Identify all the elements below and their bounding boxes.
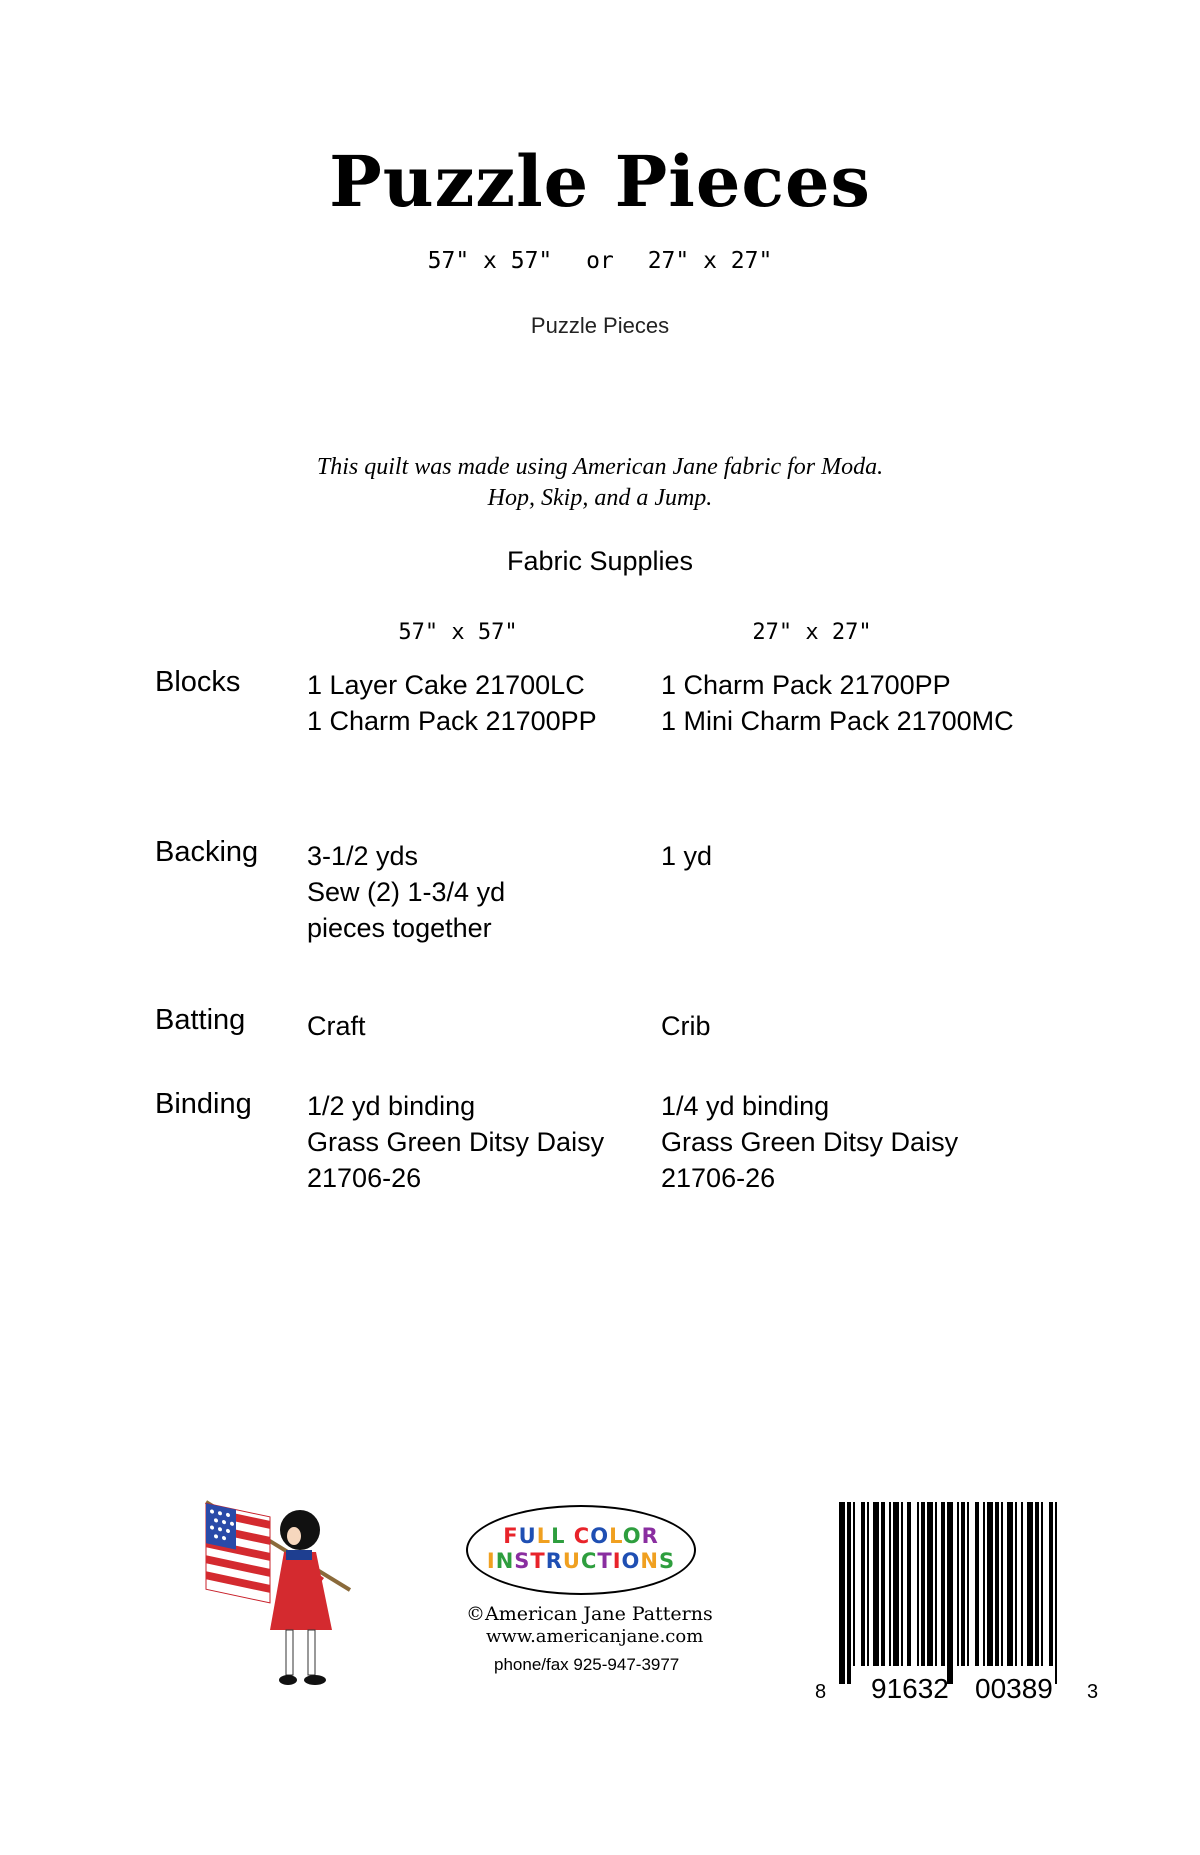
supplies-heading: Fabric Supplies (506, 546, 694, 576)
cell-line: 1/4 yd binding (661, 1091, 830, 1121)
barcode-bar (935, 1502, 937, 1666)
cell-line: pieces together (307, 913, 492, 943)
barcode-bar (995, 1502, 999, 1666)
barcode-bar (983, 1502, 985, 1666)
cell-line: Crib (661, 1011, 711, 1041)
barcode-bar (1049, 1502, 1053, 1666)
row-label-backing: Backing (155, 836, 259, 868)
binding-large-cell (307, 1088, 604, 1196)
batting-large-cell (307, 1008, 366, 1044)
binding-small-cell (661, 1088, 958, 1196)
barcode-last-digit: 3 (1087, 1681, 1099, 1702)
row-label-batting: Batting (155, 1004, 246, 1036)
size-large: 57" x 57" (427, 248, 553, 274)
blocks-small-cell (661, 667, 1014, 739)
website-text: www.americanjane.com (486, 1626, 704, 1647)
cell-line: 1/2 yd binding (307, 1091, 476, 1121)
phone-text: phone/fax 925-947-3977 (494, 1655, 680, 1674)
barcode-right-digits: 00389 (975, 1673, 1053, 1702)
barcode-bar (861, 1502, 865, 1666)
row-label-blocks: Blocks (155, 666, 241, 698)
copyright-text: ©American Jane Patterns (466, 1603, 713, 1625)
barcode-bar (957, 1502, 959, 1666)
barcode-bar (1035, 1502, 1039, 1666)
barcode-bar (873, 1502, 879, 1666)
fabric-note (0, 452, 1200, 514)
barcode-first-digit: 8 (815, 1681, 827, 1702)
column-header-large: 57" x 57" (398, 620, 518, 645)
barcode-bar (927, 1502, 933, 1666)
row-label-binding: Binding (155, 1088, 252, 1120)
barcode-bar (987, 1502, 993, 1666)
cell-line: Sew (2) 1-3/4 yd (307, 877, 506, 907)
barcode-bar (847, 1502, 851, 1684)
barcode-bar (853, 1502, 855, 1666)
column-header-small: 27" x 27" (752, 620, 872, 645)
barcode-bar (889, 1502, 891, 1666)
full-color-instructions-badge (466, 1505, 696, 1595)
cell-line: 21706-26 (307, 1163, 422, 1193)
barcode-bar (839, 1502, 845, 1684)
barcode-bar (975, 1502, 979, 1666)
barcode-bar (901, 1502, 903, 1666)
barcode-bar (1021, 1502, 1023, 1666)
barcode-bar (881, 1502, 885, 1666)
barcode-bar (1041, 1502, 1043, 1666)
barcode (815, 1502, 1105, 1702)
badge-line-2: INSTRUCTIONS (486, 1549, 676, 1573)
barcode-bar (1001, 1502, 1003, 1666)
backing-large-cell (307, 838, 505, 946)
barcode-left-digits: 91632 (871, 1673, 949, 1702)
blocks-large-cell (307, 667, 597, 739)
size-small: 27" x 27" (647, 248, 773, 274)
cell-line: 3-1/2 yds (307, 841, 419, 871)
subtitle: Puzzle Pieces (530, 313, 670, 338)
page-title: Puzzle Pieces (329, 140, 871, 223)
barcode-bar (947, 1502, 953, 1684)
cell-line: 1 Layer Cake 21700LC (307, 670, 585, 700)
barcode-bar (1015, 1502, 1017, 1666)
cell-line: 1 Charm Pack 21700PP (307, 706, 597, 736)
cell-line: Craft (307, 1011, 366, 1041)
barcode-bar (967, 1502, 969, 1666)
batting-small-cell (661, 1008, 711, 1044)
barcode-bar (921, 1502, 925, 1666)
girl-with-flag-logo (200, 1500, 360, 1695)
cell-line: 21706-26 (661, 1163, 776, 1193)
fabric-note-line-1: This quilt was made using American Jane fabric for Moda. (316, 454, 884, 480)
cell-line: Grass Green Ditsy Daisy (661, 1127, 959, 1157)
barcode-bar (917, 1502, 919, 1666)
size-or: or (586, 248, 614, 274)
fabric-note-line-2: Hop, Skip, and a Jump. (487, 485, 713, 511)
barcode-bar (907, 1502, 911, 1666)
barcode-bar (961, 1502, 965, 1666)
cell-line: 1 Charm Pack 21700PP (661, 670, 951, 700)
cell-line: 1 Mini Charm Pack 21700MC (661, 706, 1014, 736)
barcode-bar (1055, 1502, 1057, 1684)
barcode-bar (893, 1502, 899, 1666)
badge-line-1: FULL COLOR (503, 1524, 659, 1548)
barcode-bar (867, 1502, 869, 1666)
cell-line: 1 yd (661, 841, 713, 871)
quilt-sizes (0, 248, 1200, 274)
barcode-bar (941, 1502, 945, 1666)
barcode-bar (1027, 1502, 1033, 1666)
cell-line: Grass Green Ditsy Daisy (307, 1127, 605, 1157)
backing-small-cell (661, 838, 712, 874)
barcode-bar (1007, 1502, 1013, 1666)
